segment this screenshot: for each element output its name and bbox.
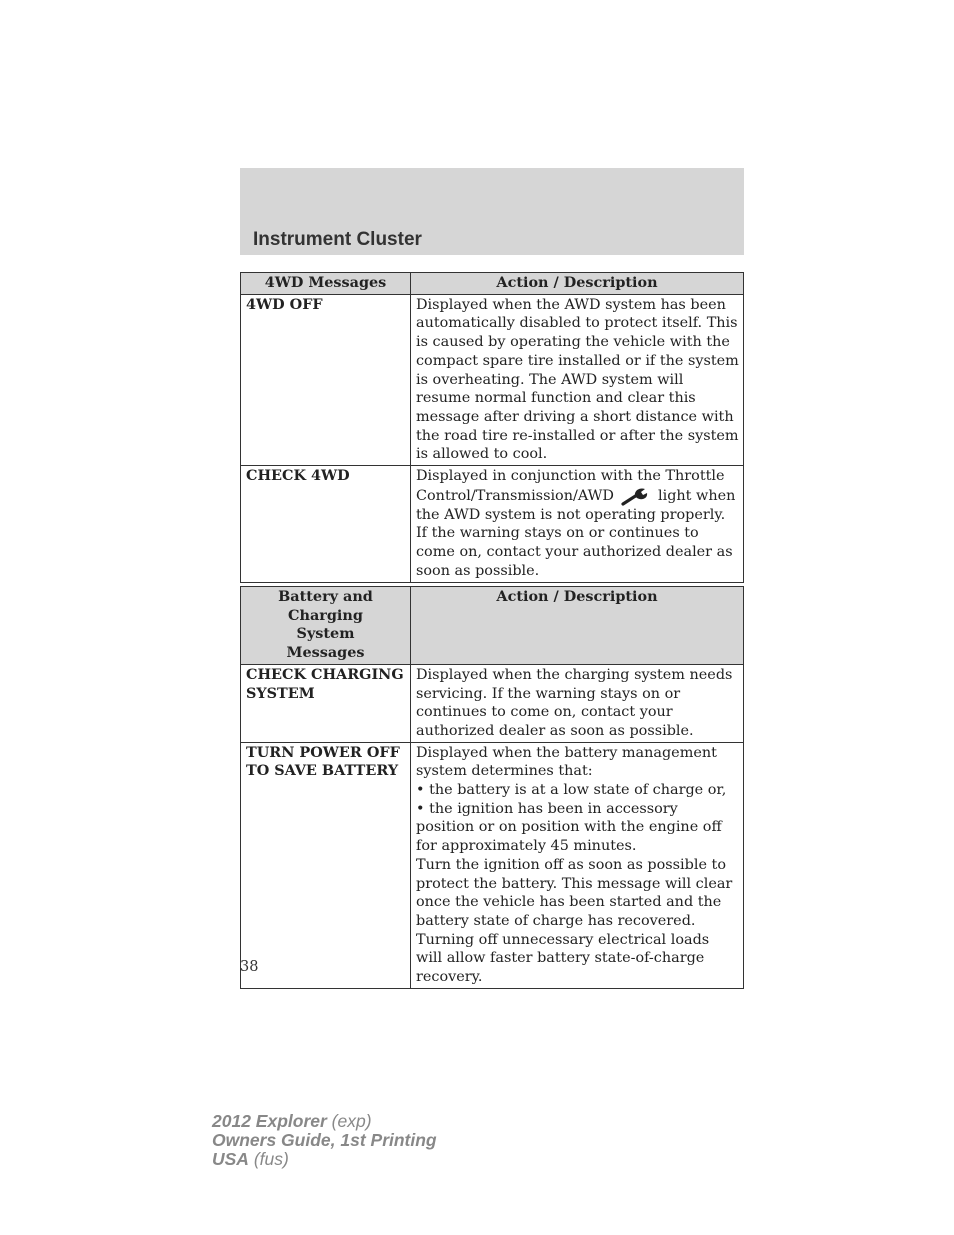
message-name: TURN POWER OFF TO SAVE BATTERY: [241, 742, 411, 988]
column-header-messages: 4WD Messages: [241, 273, 411, 295]
column-header-action: Action / Description: [411, 587, 744, 665]
footer-line-3: [212, 1150, 437, 1169]
battery-messages-table: [240, 586, 744, 989]
description-text-before-icon: Displayed in conjunction with the Throttle Control/Transmission/AWD: [416, 468, 725, 504]
message-name: CHECK 4WD: [241, 466, 411, 583]
section-title: Instrument Cluster: [253, 229, 422, 250]
footer-model: 2012 Explorer: [212, 1111, 327, 1131]
footer-edition: Owners Guide, 1st Printing: [212, 1130, 437, 1150]
footer-line-1: [212, 1112, 437, 1131]
footer-market-code: (fus): [253, 1149, 289, 1169]
footer-line-2: [212, 1131, 437, 1150]
column-header-messages: Battery and Charging System Messages: [241, 587, 411, 665]
message-description: Displayed when the AWD system has been automatically disabled to protect itself. This is caused by operating the vehicle with the compact spare tire installed or if the system is overheating. The AWD system will resume normal function and clear this message after driving a short distance with the road tire re-installed or after the system is allowed to cool.: [411, 294, 744, 465]
message-description: Displayed when the charging system needs servicing. If the warning stays on or continues to come on, contact your authorized dealer as soon as possible.: [411, 664, 744, 742]
description-closing: Turn the ignition off as soon as possible to protect the battery. This message will clear once the vehicle has been started and the battery state of charge has recovered. Turning off unnecessary electrical loads will allow faster battery state-of-charge recovery.: [416, 856, 733, 986]
message-description: [411, 466, 744, 583]
footer-imprint: [212, 1112, 437, 1169]
message-description: [411, 742, 744, 988]
footer-model-code: (exp): [331, 1111, 372, 1131]
table-row: [241, 294, 744, 465]
table-header-row: [241, 587, 744, 665]
message-name: CHECK CHARGING SYSTEM: [241, 664, 411, 742]
bullet-item: • the battery is at a low state of charge or,: [416, 782, 727, 799]
footer-market: USA: [212, 1149, 249, 1169]
4wd-messages-table: [240, 272, 744, 583]
table-header-row: [241, 273, 744, 295]
description-intro: Displayed when the battery management system determines that:: [416, 744, 717, 780]
description-text-after-icon: light when the AWD system is not operating properly. If the warning stays on or continues to come on, contact your authorized dealer as soon as possible.: [416, 487, 736, 579]
table-row: [241, 466, 744, 583]
column-header-action: Action / Description: [411, 273, 744, 295]
table-row: [241, 664, 744, 742]
table-row: [241, 742, 744, 988]
section-header-band: [240, 168, 744, 255]
message-name: 4WD OFF: [241, 294, 411, 465]
bullet-item: • the ignition has been in accessory position or on position with the engine off for approximately 45 minutes.: [416, 800, 722, 855]
wrench-icon: [619, 486, 653, 506]
page-number: 38: [240, 959, 259, 975]
